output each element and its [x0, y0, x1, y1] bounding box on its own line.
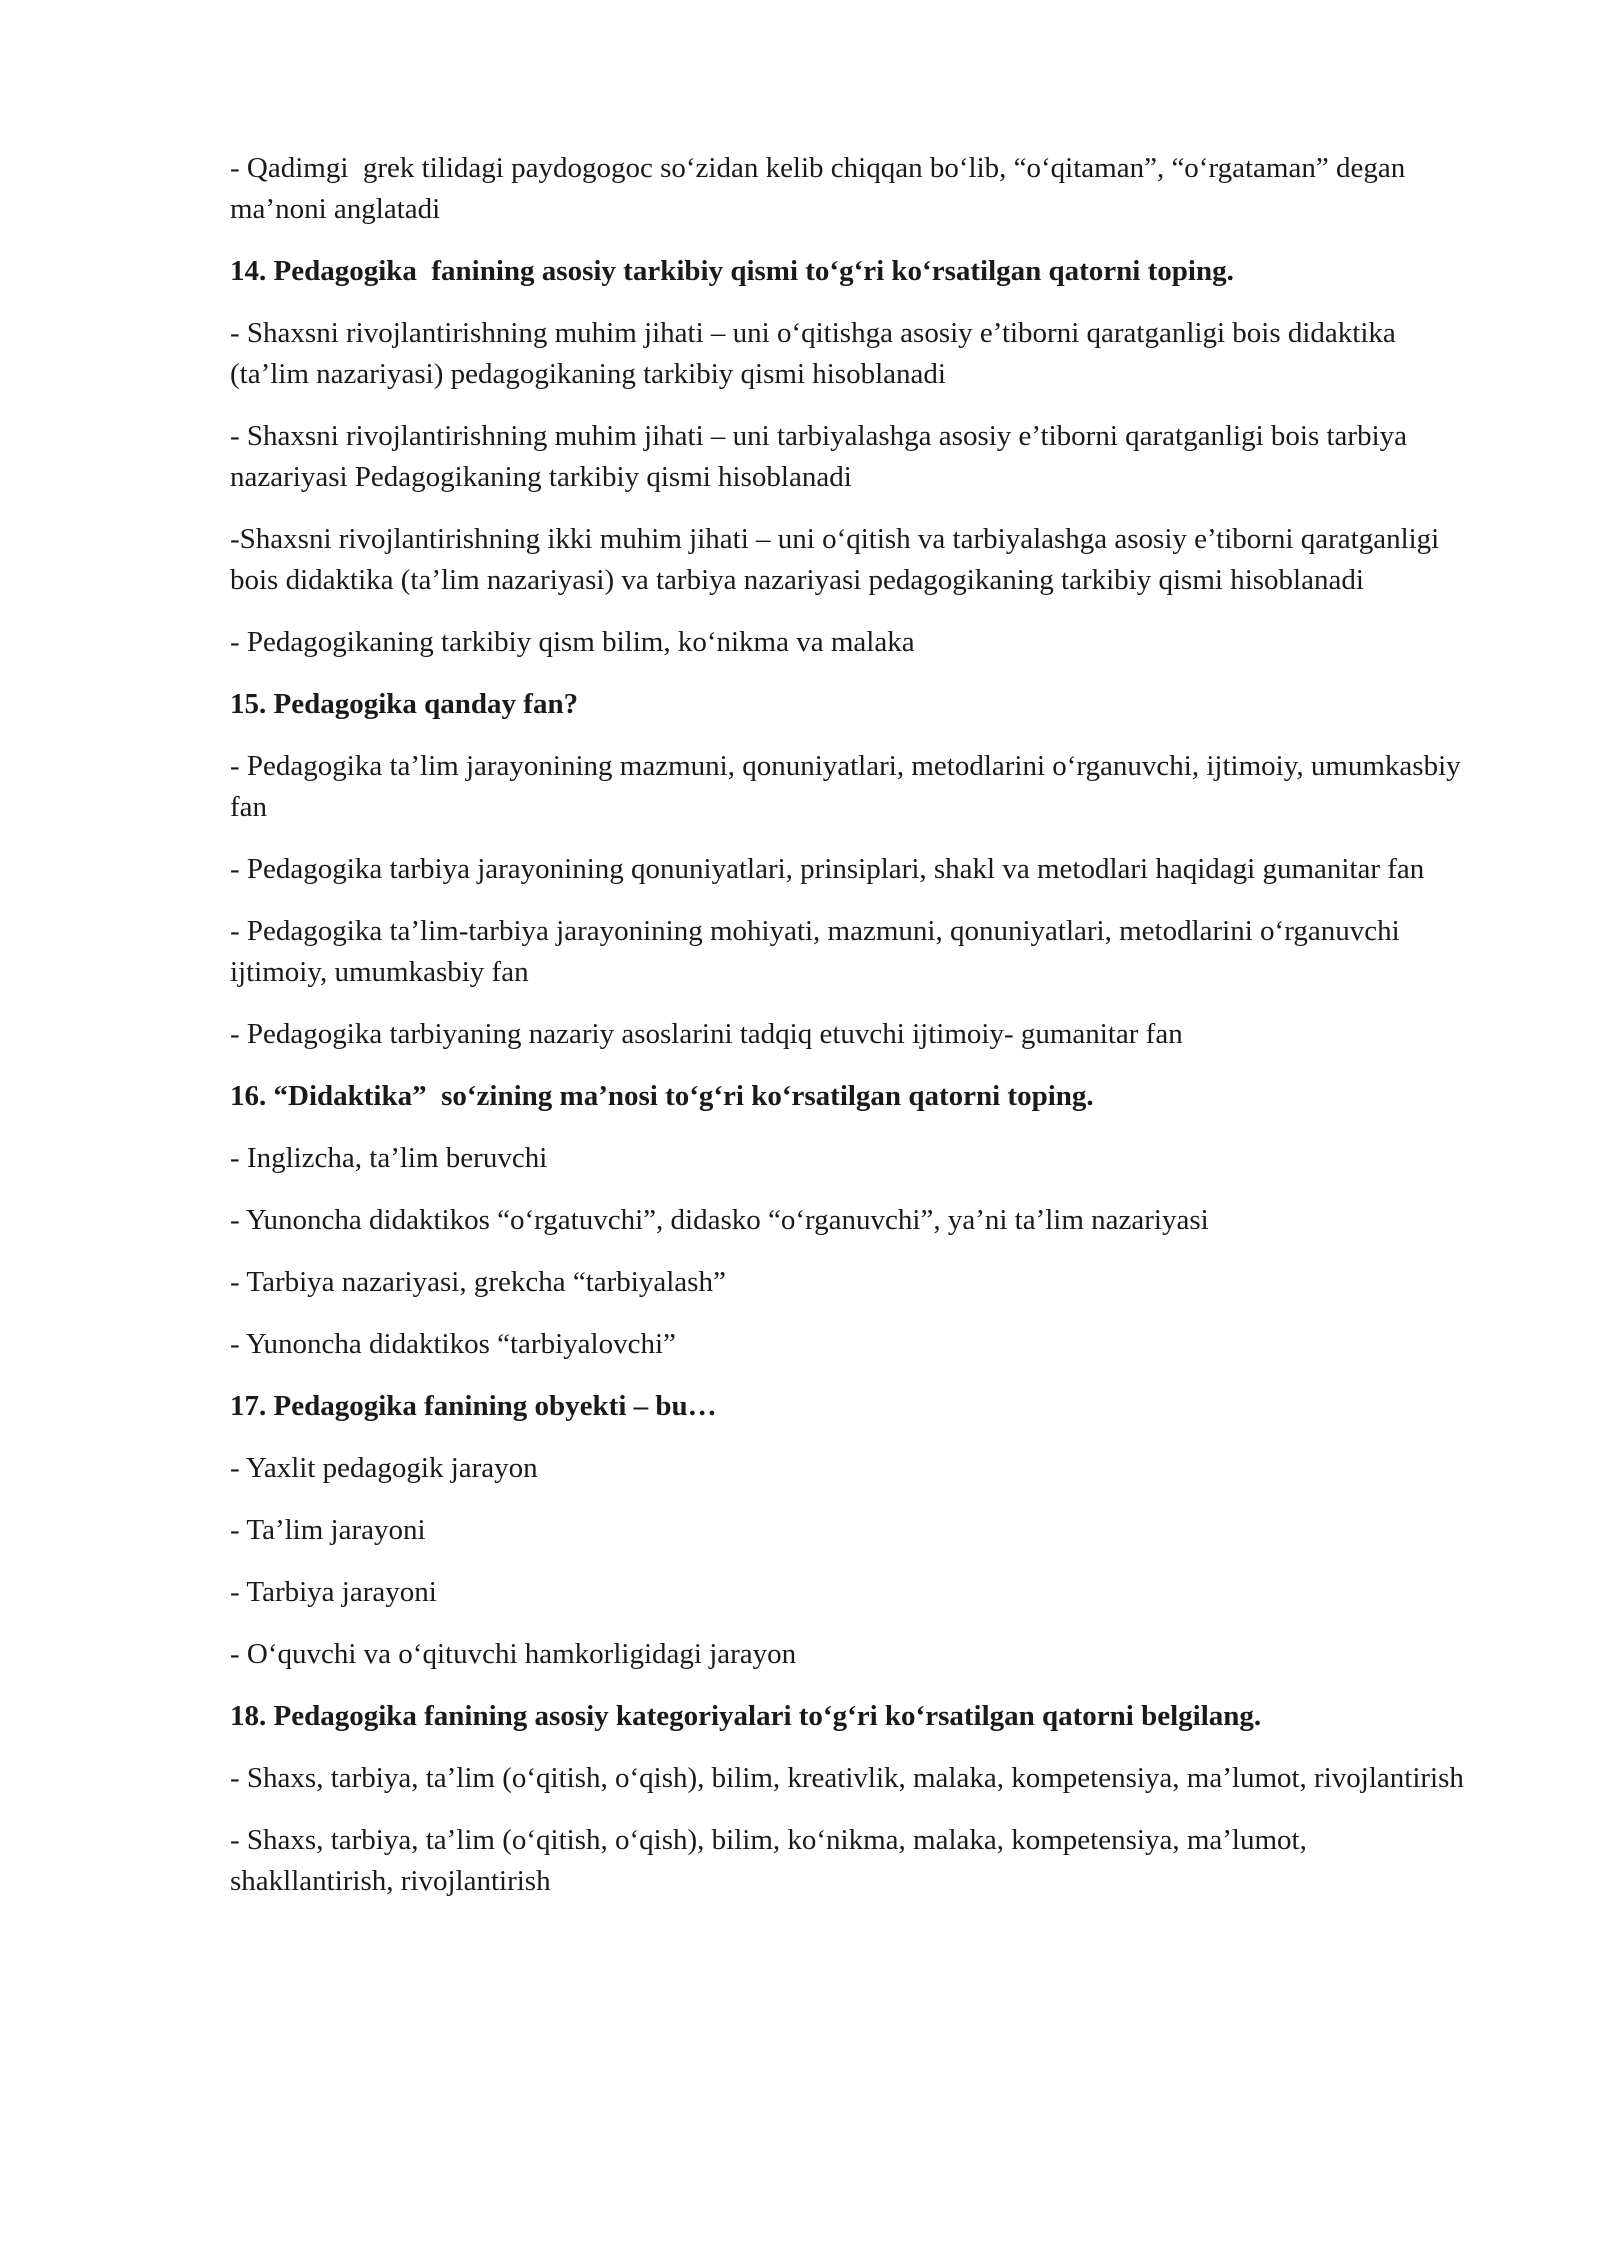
- answer-option: - Tarbiya nazariyasi, grekcha “tarbiyalash”: [230, 1266, 726, 1298]
- answer-option: - Yunoncha didaktikos “o‘rgatuvchi”, didasko “o‘rganuvchi”, ya’ni ta’lim nazariyasi: [230, 1204, 1209, 1236]
- answer-option: - Ta’lim jarayoni: [230, 1514, 426, 1546]
- question-title: 17. Pedagogika fanining obyekti – bu…: [230, 1390, 717, 1422]
- question-block-17: [230, 1386, 1470, 1675]
- document-body: [230, 148, 1470, 1923]
- answer-option: - Pedagogika tarbiyaning nazariy asoslarini tadqiq etuvchi ijtimoiy- gumanitar fan: [230, 1018, 1183, 1050]
- question-title: 15. Pedagogika qanday fan?: [230, 688, 579, 720]
- answer-option: - Shaxsni rivojlantirishning muhim jihati – uni tarbiyalashga asosiy e’tiborni qaratganligi bois tarbiya nazariyasi Pedagogikaning tarkibiy qismi hisoblanadi: [230, 420, 1415, 493]
- question-title: 14. Pedagogika fanining asosiy tarkibiy qismi to‘g‘ri ko‘rsatilgan qatorni toping.: [230, 255, 1234, 287]
- question-title: 18. Pedagogika fanining asosiy kategoriyalari to‘g‘ri ko‘rsatilgan qatorni belgilang.: [230, 1700, 1262, 1732]
- answer-option: - Tarbiya jarayoni: [230, 1576, 437, 1608]
- question-block-18: [230, 1696, 1470, 1902]
- answer-option: - Pedagogika ta’lim-tarbiya jarayonining mohiyati, mazmuni, qonuniyatlari, metodlarini o‘rganuvchi ijtimoiy, umumkasbiy fan: [230, 915, 1407, 988]
- answer-option: - Shaxsni rivojlantirishning muhim jihati – uni o‘qitishga asosiy e’tiborni qaratganligi bois didaktika (ta’lim nazariyasi) pedagogikaning tarkibiy qismi hisoblanadi: [230, 317, 1404, 390]
- answer-option: - Pedagogika tarbiya jarayonining qonuniyatlari, prinsiplari, shakl va metodlari haqidagi gumanitar fan: [230, 853, 1425, 885]
- answer-option: - Yunoncha didaktikos “tarbiyalovchi”: [230, 1328, 676, 1360]
- question-block-16: [230, 1076, 1470, 1365]
- answer-option: - Shaxs, tarbiya, ta’lim (o‘qitish, o‘qish), bilim, kreativlik, malaka, kompetensiya, ma’lumot, rivojlantirish: [230, 1762, 1464, 1794]
- question-title: 16. “Didaktika” so‘zining ma’nosi to‘g‘ri ko‘rsatilgan qatorni toping.: [230, 1080, 1094, 1112]
- answer-option: - Qadimgi grek tilidagi paydogogoc so‘zidan kelib chiqqan bo‘lib, “o‘qitaman”, “o‘rgataman” degan ma’noni anglatadi: [230, 152, 1413, 225]
- question-block-14: [230, 251, 1470, 663]
- answer-option: - Pedagogikaning tarkibiy qism bilim, ko‘nikma va malaka: [230, 626, 915, 658]
- answer-option: - Yaxlit pedagogik jarayon: [230, 1452, 538, 1484]
- answer-option: -Shaxsni rivojlantirishning ikki muhim jihati – uni o‘qitish va tarbiyalashga asosiy e’tiborni qaratganligi bois didaktika (ta’lim nazariyasi) va tarbiya nazariyasi pedagogikaning tarkibiy qismi hisoblanadi: [230, 523, 1447, 596]
- question-block-15: [230, 684, 1470, 1055]
- answer-option: - Pedagogika ta’lim jarayonining mazmuni, qonuniyatlari, metodlarini o‘rganuvchi, ijtimoiy, umumkasbiy fan: [230, 750, 1468, 823]
- answer-option: - Shaxs, tarbiya, ta’lim (o‘qitish, o‘qish), bilim, ko‘nikma, malaka, kompetensiya, ma’lumot, shakllantirish, rivojlantirish: [230, 1824, 1315, 1897]
- answer-option: - Inglizcha, ta’lim beruvchi: [230, 1142, 548, 1174]
- answer-option: - O‘quvchi va o‘qituvchi hamkorligidagi jarayon: [230, 1638, 797, 1670]
